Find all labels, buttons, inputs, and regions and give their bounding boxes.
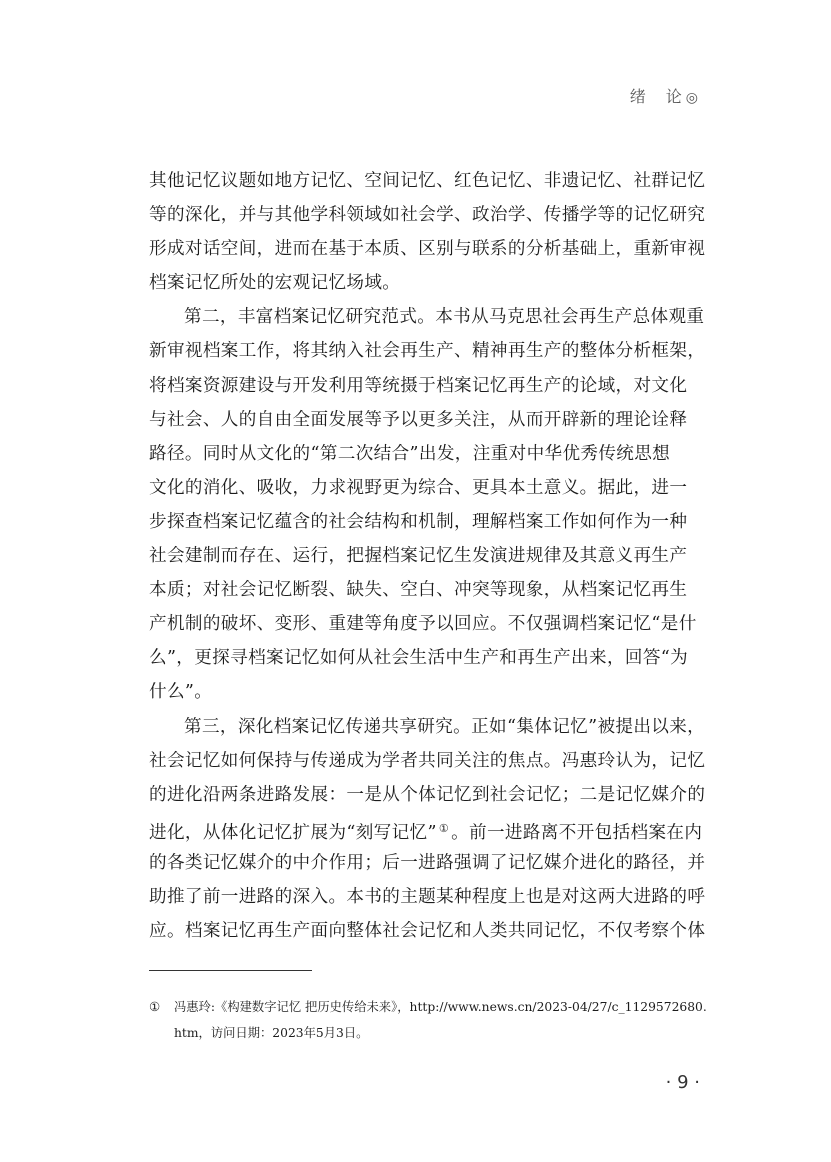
- body-line-with-footnote: [149, 812, 701, 846]
- footnote-line: [149, 994, 709, 1020]
- body-line: 等的深化，并与其他学科领域如社会学、政治学、传播学等的记忆研究: [149, 205, 706, 226]
- body-line: 社会记忆如何保持与传递成为学者共同关注的焦点。冯惠玲认为，记忆: [149, 750, 706, 771]
- body-line: 应。档案记忆再生产面向整体社会记忆和人类共同记忆，不仅考察个体: [149, 921, 706, 942]
- body-line: 将档案资源建设与开发利用等统摄于档案记忆再生产的论域，对文化: [149, 375, 688, 396]
- body-line-part: 进化，从体化记忆扩展为“刻写记忆”: [149, 822, 437, 843]
- body-line: 其他记忆议题如地方记忆、空间记忆、红色记忆、非遗记忆、社群记忆: [149, 171, 706, 191]
- body-line: 的进化沿两条进路发展：一是从个体记忆到社会记忆；二是记忆媒介的: [149, 784, 706, 805]
- footnote-number: ①: [149, 1000, 161, 1014]
- paragraph-start-line: 第三，深化档案记忆传递共享研究。正如“集体记忆”被提出以来，: [184, 716, 706, 737]
- running-header: [630, 84, 700, 107]
- page-number: · 9 ·: [665, 1072, 700, 1093]
- body-text: [149, 164, 706, 948]
- body-line: 本质；对社会记忆断裂、缺失、空白、冲突等现象，从档案记忆再生: [149, 580, 688, 601]
- header-title-part2: 论: [665, 87, 684, 106]
- body-line: 形成对话空间，进而在基于本质、区别与联系的分析基础上，重新审视: [149, 239, 706, 260]
- footnote-text: 冯惠玲:《构建数字记忆 把历史传给未来》，http://www.news.cn/2023-04/27/c_1129572680.: [174, 1000, 707, 1014]
- body-line: 文化的消化、吸收，力求视野更为综合、更具本土意义。据此，进一: [149, 477, 688, 498]
- body-line: 的各类记忆媒介的中介作用；后一进路强调了记忆媒介进化的路径，并: [149, 852, 706, 873]
- header-mark-icon: ◎: [685, 90, 700, 106]
- body-line-part: 。前一进路离不开包括档案在内: [451, 822, 703, 843]
- body-line: 产机制的破坏、变形、重建等角度予以回应。不仅强调档案记忆“是什: [149, 614, 697, 635]
- body-line: 步探查档案记忆蕴含的社会结构和机制，理解档案工作如何作为一种: [149, 511, 688, 532]
- body-line: 社会建制而存在、运行，把握档案记忆生发演进规律及其意义再生产: [149, 546, 688, 567]
- body-line: 什么”。: [149, 682, 213, 703]
- body-line: 档案记忆所处的宏观记忆场域。: [149, 273, 401, 294]
- footnote-reference[interactable]: ①: [438, 821, 450, 835]
- footnote: [149, 994, 709, 1046]
- body-line: 与社会、人的自由全面发展等予以更多关注，从而开辟新的理论诠释: [149, 409, 688, 430]
- body-line: 么”，更探寻档案记忆如何从社会生活中生产和再生产出来，回答“为: [149, 648, 689, 669]
- paragraph-start-line: 第二，丰富档案记忆研究范式。本书从马克思社会再生产总体观重: [184, 307, 705, 328]
- header-title-part1: 绪: [629, 87, 648, 106]
- footnote-divider: [149, 970, 312, 971]
- body-line: 助推了前一进路的深入。本书的主题某种程度上也是对这两大进路的呼: [149, 886, 706, 907]
- body-line: 新审视档案工作，将其纳入社会再生产、精神再生产的整体分析框架，: [149, 341, 706, 362]
- body-line: 路径。同时从文化的“第二次结合”出发，注重对中华优秀传统思想: [149, 443, 671, 464]
- footnote-line: htm，访问日期：2023年5月3日。: [174, 1026, 369, 1040]
